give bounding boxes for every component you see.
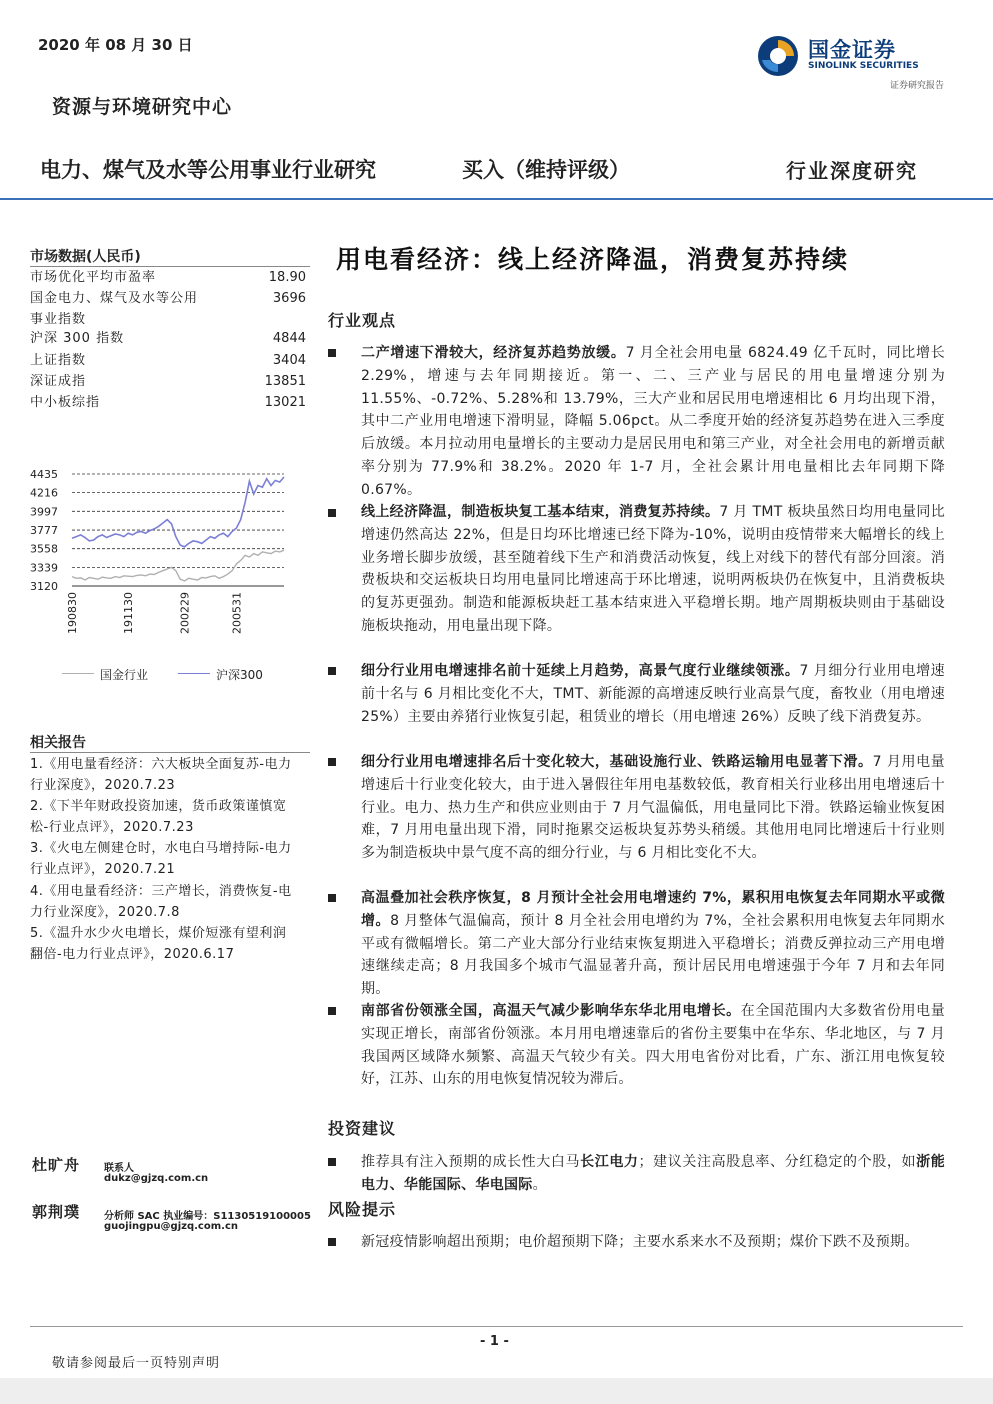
page-number: - 1 -	[480, 1334, 509, 1349]
report-date: 2020 年 08 月 30 日	[38, 36, 193, 54]
rating: 买入（维持评级）	[462, 158, 630, 182]
view-point-5: 高温叠加社会秩序恢复，8 月预计全社会用电增速约 7%，累积用电恢复去年同期水平或微增。8 月整体气温偏高，预计 8 月全社会用电增约为 7%，全社会累积用电恢复去年同期水平或有微幅增长。第二产业大部分行业结束恢复期进入平稳增长；消费反弹拉动三产用电增速继续走高；8 月我国多个城市气温显著升高，预计居民用电增速强于今年 7 月和去年同期。	[361, 890, 945, 998]
series-line-hs300	[72, 477, 284, 547]
view-point-2: 线上经济降温，制造板块复工基本结束，消费复苏持续。7 月 TMT 板块虽然日均用电量同比增速仍然高达 22%，但是日均环比增速已经下降为-10%，说明由疫情带来大幅增长的线上业务增长脚步放缓，甚至随着线下生产和消费活动恢复，线上对线下的替代有部分回滚。消费板块和交运板块日均用电量同比增速高于环比增速，说明两板块仍在恢复中，且消费板块的复苏更强劲。制造和能源板块赶工基本结束进入平稳增长期。地产周期板块则由于基础设施板块拖动，用电量出现下降。	[361, 504, 946, 634]
report-main-title: 用电看经济：线上经济降温，消费复苏持续	[336, 245, 850, 274]
logo-en: SINOLINK SECURITIES	[808, 61, 919, 71]
research-center: 资源与环境研究中心	[52, 96, 233, 118]
legend-swatch-industry	[62, 673, 94, 674]
x-tick-label: 190830	[66, 592, 79, 634]
analyst-email[interactable]: dukz@gjzq.com.cn	[104, 1173, 209, 1184]
header-rule	[0, 198, 993, 200]
invest-advice: 推荐具有注入预期的成长性大白马长江电力；建议关注高股息率、分红稳定的个股，如浙能电力、华能国际、华电国际。	[361, 1154, 946, 1193]
view-point-1: 二产增速下滑较大，经济复苏趋势放缓。7 月全社会用电量 6824.49 亿千瓦时，同比增长 2.29%，增速与去年同期接近。第一、二、三产业与居民的用电量增速分别为 11.55%、-0.72%、5.28%和 13.79%，三大产业和居民用电增速相比 6 月均出现下滑，其中二产业用电增速下滑明显，降幅 5.06pct。从二季度开始的经济复苏趋势在进入三季度后放缓。本月拉动用电量增长的主要动力是居民用电和第三产业，对全社会用电的新增贡献率分别为 77.9%和 38.2%。2020 年 1-7 月，全社会累计用电量相比去年同期下降 0.67%。	[361, 345, 945, 498]
analyst-name: 郭荆璞	[32, 1203, 81, 1221]
legend-label-hs300: 沪深300	[216, 668, 263, 682]
bullet-icon	[328, 894, 336, 902]
x-tick-label: 200229	[178, 592, 192, 634]
bullet-icon	[328, 1007, 336, 1015]
y-tick-label: 4216	[30, 486, 58, 500]
logo-cn: 国金证券	[808, 38, 896, 62]
section-view-heading: 行业观点	[328, 311, 397, 330]
related-reports-title: 相关报告	[30, 735, 86, 751]
related-report-item[interactable]: 5.《温升水少火电增长，煤价短涨有望利润 翻倍-电力行业点评》，2020.6.17	[30, 926, 287, 962]
market-data-title: 市场数据(人民币)	[30, 249, 141, 265]
bullet-icon	[328, 1158, 336, 1166]
related-reports-rule	[30, 752, 310, 753]
related-report-item[interactable]: 2.《下半年财政投资加速，货币政策谨慎宽 松-行业点评》，2020.7.23	[30, 799, 287, 835]
logo-tag: 证券研究报告	[889, 81, 944, 91]
y-tick-label: 3997	[30, 505, 58, 519]
x-tick-label: 191130	[122, 592, 136, 634]
section-risk-heading: 风险提示	[328, 1200, 397, 1219]
risk-text: 新冠疫情影响超出预期；电价超预期下降；主要水系来水不及预期；煤价下跌不及预期。	[361, 1234, 919, 1250]
bullet-icon	[328, 758, 336, 766]
y-tick-label: 4435	[30, 468, 58, 481]
view-point-6: 南部省份领涨全国，高温天气减少影响华东华北用电增长。在全国范围内大多数省份用电量实现正增长，南部省份领涨。本月用电增速靠后的省份主要集中在华东、华北地区，与 7 月我国两区域降水频繁、高温天气较少有关。四大用电省份对比看，广东、浙江用电恢复较好，江苏、山东的用电恢复情况较为滞后。	[361, 1003, 945, 1088]
y-tick-label: 3120	[30, 580, 58, 593]
analyst-role: 分析师 SAC 执业编号：S1130519100005	[104, 1211, 311, 1222]
x-tick-label: 200531	[230, 592, 244, 634]
series-line-industry	[72, 550, 284, 581]
sinolink-logo	[756, 30, 956, 98]
related-report-item[interactable]: 3.《火电左侧建仓时，水电白马增持际-电力 行业点评》，2020.7.21	[30, 841, 292, 877]
related-report-item[interactable]: 1.《用电量看经济：六大板块全面复苏-电力 行业深度》，2020.7.23	[30, 757, 292, 793]
y-tick-label: 3558	[30, 542, 58, 556]
view-point-3: 细分行业用电增速排名前十延续上月趋势，高景气度行业继续领涨。7 月细分行业用电增速前十名与 6 月相比变化不大，TMT、新能源的高增速反映行业高景气度，畜牧业（用电增速 25%）主要由养猪行业恢复引起，租赁业的增长（用电增速 26%）反映了线下消费复苏。	[361, 663, 945, 725]
bullet-icon	[328, 509, 336, 517]
bullet-icon	[328, 667, 336, 675]
chart-legend	[62, 666, 302, 682]
footer-rule	[30, 1326, 963, 1327]
report-type: 行业深度研究	[786, 159, 918, 183]
section-invest-heading: 投资建议	[328, 1119, 397, 1138]
analyst-role: 联系人	[104, 1163, 134, 1174]
legend-label-industry: 国金行业	[100, 668, 149, 682]
y-tick-label: 3339	[30, 561, 58, 575]
analyst-email[interactable]: guojingpu@gjzq.com.cn	[104, 1221, 238, 1232]
footer-band	[0, 1378, 993, 1404]
analyst-name: 杜旷舟	[32, 1156, 81, 1174]
industry-title: 电力、煤气及水等公用事业行业研究	[40, 158, 376, 182]
bullet-icon	[328, 1238, 336, 1246]
disclaimer: 敬请参阅最后一页特别声明	[52, 1356, 221, 1371]
index-line-chart	[28, 458, 290, 658]
y-tick-label: 3777	[30, 524, 58, 538]
view-point-4: 细分行业用电增速排名后十变化较大，基础设施行业、铁路运输用电显著下滑。7 月用电量增速后十行业变化较大，由于进入暑假往年用电基数较低，教育相关行业移出用电增速后十行业。电力、热力生产和供应业则由于 7 月气温偏低，用电量同比下滑。铁路运输业恢复困难，7 月用电量出现下滑，同时拖累交运板块复苏势头稍缓。其他用电同比增速后十行业则多为制造板块中景气度不高的细分行业，与 6 月相比变化不大。	[361, 754, 945, 862]
bullet-icon	[328, 349, 336, 357]
related-report-item[interactable]: 4.《用电量看经济：三产增长，消费恢复-电 力行业深度》，2020.7.8	[30, 884, 292, 920]
legend-swatch-hs300	[178, 673, 210, 674]
sinolink-logo-icon	[756, 34, 800, 78]
